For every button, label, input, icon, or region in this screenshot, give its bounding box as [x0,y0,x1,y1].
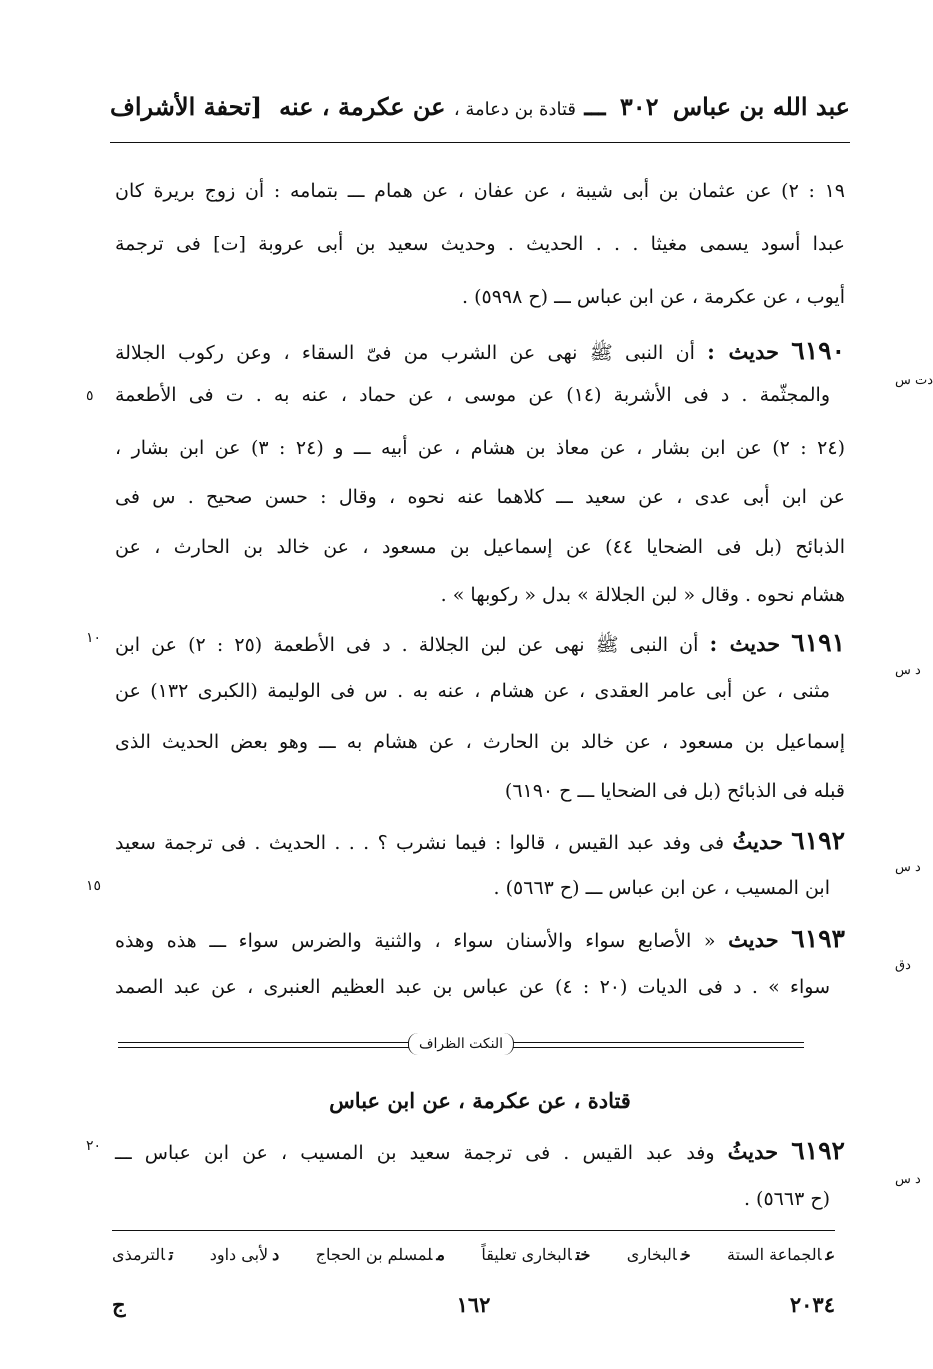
signature-mark: ج [112,1292,126,1317]
header-page-ref: ٣٠٢ [619,92,659,121]
page-number: ١٦٢ [456,1292,491,1317]
sigla: د س [895,1172,921,1187]
hadith-keyword: حديث : [709,631,781,656]
legend-item: عالجماعة الستة [727,1245,835,1264]
hadith-line: ٦١٩٠ حديث : أن النبى ﷺ نهى عن الشرب من فىّ السقاء ، وعن ركوب الجلالة [115,336,845,365]
running-header [110,92,850,136]
legend-item: دلأبى داود [209,1245,280,1264]
header-rule [110,142,850,143]
hadith-line: ٦١٩٣ حديث « الأصابع سواء والأسنان سواء ، والثنية والضرس سواء ـــ هذه وهذه [115,924,845,953]
text-line: أيوب ، عن عكرمة ، عن ابن عباس ـــ (ح ٥٩٩٨) . [462,286,845,308]
text-line: (٢٤ : ٢) عن ابن بشار ، عن معاذ بن هشام ، عن أبيه ـــ و (٢٤ : ٣) عن ابن بشار ، [115,437,845,459]
margin-line-number: ١٠ [86,630,102,646]
hadith-line: ٦١٩١ حديث : أن النبى ﷺ نهى عن لبن الجلالة . د فى الأطعمة (٢٥ : ٢) عن ابن [115,628,845,657]
sigla: د س [895,663,921,678]
footer-volume-page: ٢٠٣٤ [789,1292,835,1317]
text-line: سواء » . د فى الديات (٢٠ : ٤) عن عباس بن عبد العظيم العنبرى ، عن عبد الصمد [115,976,830,998]
ornamental-divider [118,1036,804,1058]
legend-item: خالبخارى [626,1245,691,1264]
page-footer [112,1292,835,1320]
text-line: ١٩ : ٢) عن عثمان بن أبى شيبة ، عن عفان ، عن همام ـــ بتمامه : أن زوج بريرة كان [115,180,845,202]
header-book: عبد الله بن عباس [672,92,850,121]
nukat-line: ٦١٩٢ حديثُ وفد عبد القيس . فى ترجمة سعيد بن المسيب ، عن ابن عباس ـــ [115,1136,845,1165]
text-line: والمجثّمة . د فى الأشربة (١٤) عن موسى ، عن حماد ، عنه به . ت فى الأطعمة [115,384,830,406]
legend-item: تالترمذى [112,1245,174,1264]
text-line: الذبائح (بل فى الضحايا ٤٤) عن إسماعيل بن مسعود ، عن خالد بن الحارث ، عن [115,536,845,558]
legend-item: ختالبخارى تعليقاً [481,1245,591,1264]
divider-label: النكت الظراف [408,1033,514,1055]
margin-line-number: ٥ [86,388,94,404]
hadith-keyword: حديثُ [727,1139,779,1164]
text-line: قبله فى الذبائح (بل فى الضحايا ـــ ح ٦١٩٠) [504,780,845,802]
section-title: قتادة ، عن عكرمة ، عن ابن عباس [329,1088,631,1113]
hadith-number: ٦١٩٢ [791,826,846,855]
hadith-number: ٦١٩٢ [791,1136,845,1165]
hadith-keyword: حديثُ [732,829,783,854]
hadith-number: ٦١٩٠ [791,336,845,365]
text-line: عبدا أسود يسمى مغيثا . . . الحديث . وحديث سعيد بن أبى عروبة [ت] فى ترجمة [115,233,845,255]
text-line: ابن المسيب ، عن ابن عباس ـــ (ح ٥٦٦٣) . [493,877,830,899]
hadith-line: ٦١٩٢ حديثُ فى وفد عبد القيس ، قالوا : فيما نشرب ؟ . . . الحديث . فى ترجمة سعيد [115,826,846,855]
sigla: دق [895,958,911,973]
text-line: هشام نحوه . وقال « لبن الجلالة » بدل « ركوبها » . [440,584,845,606]
legend-item: ملمسلم بن الحجاج [315,1245,445,1264]
header-chain [279,92,850,121]
header-narrator: قتادة بن دعامة ، [453,99,577,120]
text-line: إسماعيل بن مسعود ، عن خالد بن الحارث ، عن هشام به ـــ وهو بعض الحديث الذى [115,731,845,753]
sigla: د س [895,860,921,875]
hadith-number: ٦١٩١ [791,628,845,657]
margin-line-number: ٢٠ [86,1138,102,1154]
text-line: (ح ٥٦٦٣) . [743,1188,830,1210]
footer-rule [112,1230,835,1231]
hadith-keyword: حديث : [707,339,779,364]
header-title: [تحفة الأشراف [110,92,263,121]
sigla: دت س [895,373,933,388]
abbreviation-legend [112,1245,835,1264]
text-line: عن ابن أبى عدى ، عن سعيد ـــ كلاهما عنه نحوه ، وقال : حسن صحيح . س فى [115,486,845,508]
header-dash: ـــ [584,92,606,121]
hadith-keyword: حديث [728,927,779,952]
hadith-number: ٦١٩٣ [791,924,845,953]
margin-line-number: ١٥ [86,878,102,894]
text-line: مثنى ، عن أبى عامر العقدى ، عن هشام ، عنه به . س فى الوليمة (الكبرى ١٣٢) عن [115,680,830,702]
header-chain-text: عن عكرمة ، عنه [279,92,446,121]
